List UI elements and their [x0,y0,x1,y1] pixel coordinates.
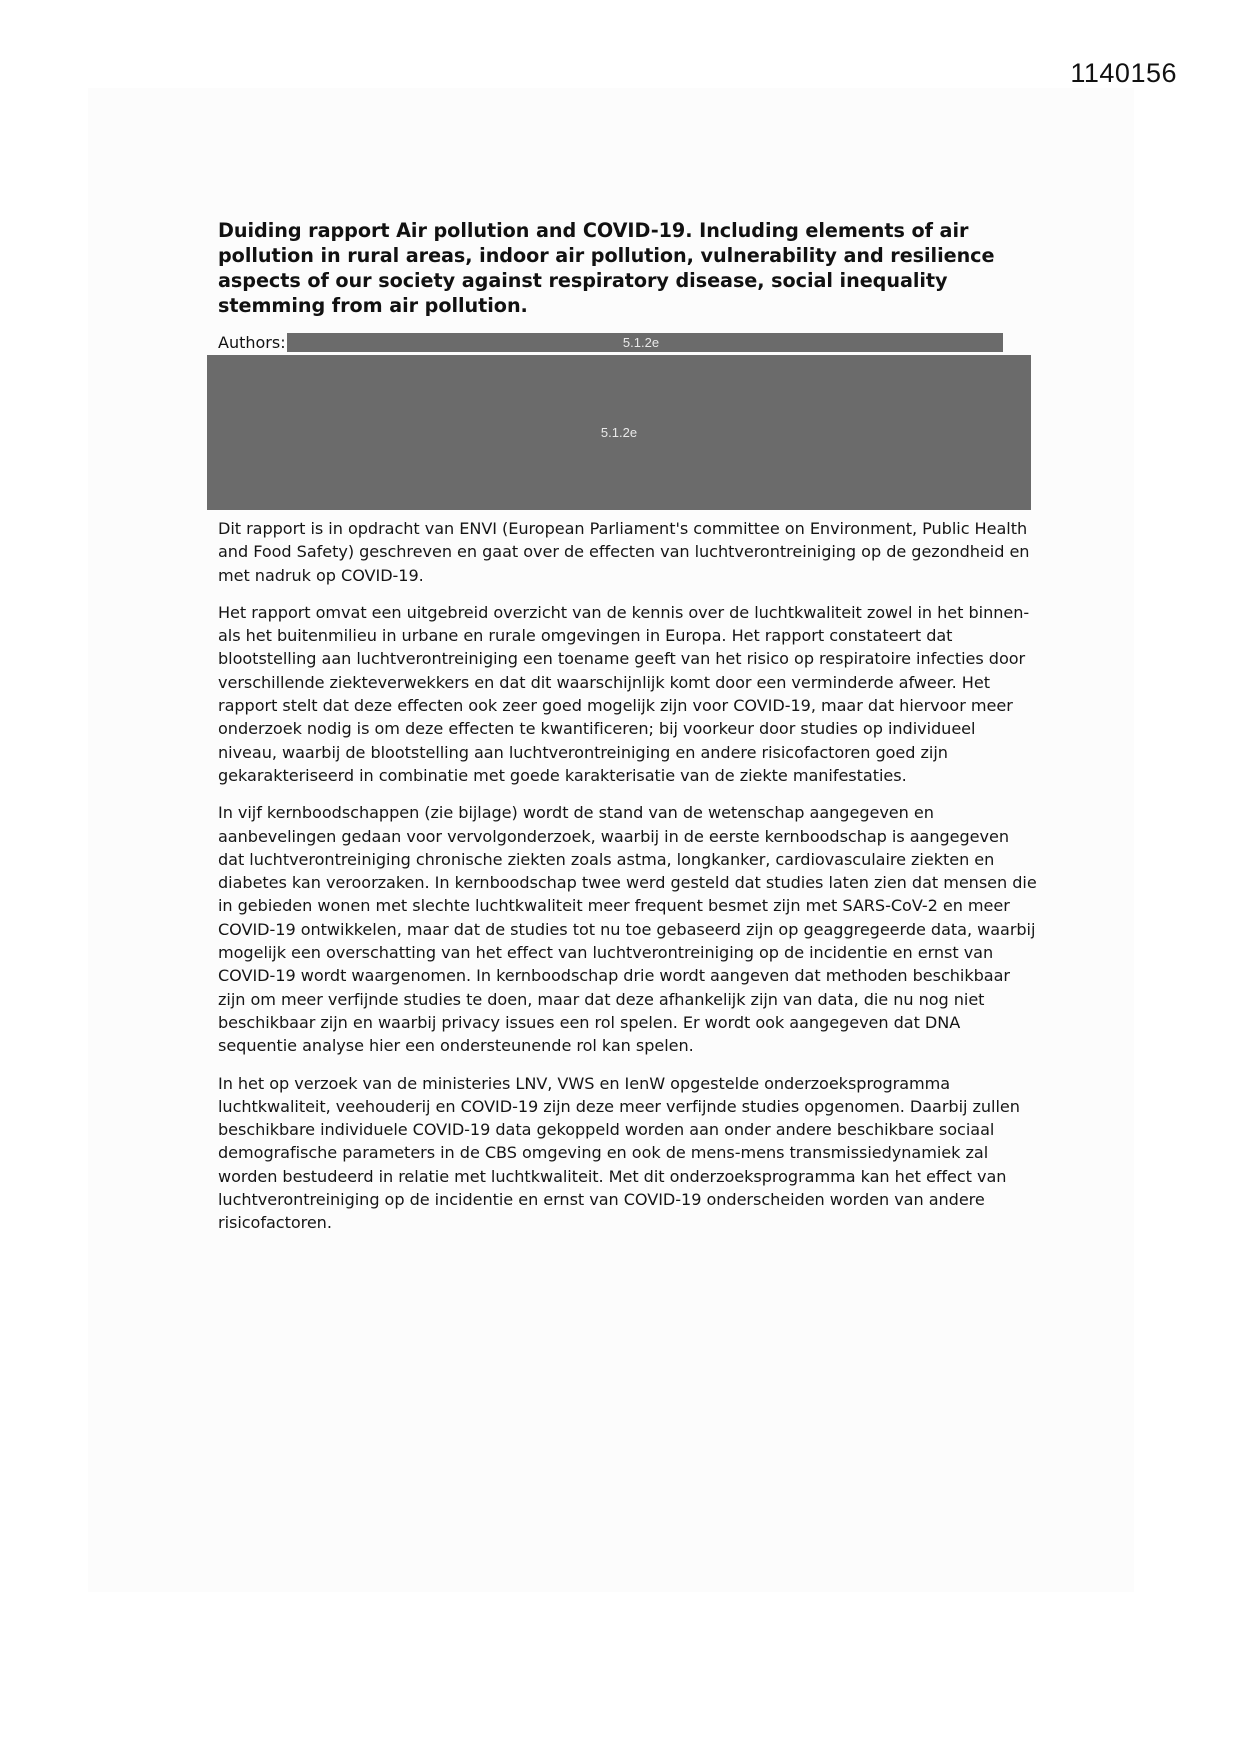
document-title: Duiding rapport Air pollution and COVID-19. Including elements of air pollution in rural areas, indoor air pollution, vulnerability and resilience aspects of our society against respiratory disease, social inequality stemming from air pollution. [218,219,995,317]
redaction-code: 5.1.2e [622,335,660,350]
redaction-block [207,355,1031,510]
redaction-code: 5.1.2e [600,425,638,440]
paragraph-report-summary: Het rapport omvat een uitgebreid overzicht van de kennis over de luchtkwaliteit zowel in het binnen- als het buitenmilieu in urbane en rurale omgevingen in Europa. Het rapport constateert dat blootstelling aan luchtverontreiniging een toename geeft van het risico op respiratoire infecties door verschillende ziekteverwekkers en dat dit waarschijnlijk komt door een verminderde afweer. Het rapport stelt dat deze effecten ook zeer goed mogelijk zijn voor COVID-19, maar dat hiervoor meer onderzoek nodig is om deze effecten te kwantificeren; bij voorkeur door studies op individueel niveau, waarbij de blootstelling aan luchtverontreiniging en andere risicofactoren goed zijn gekarakteriseerd in combinatie met goede karakterisatie van de ziekte manifestaties. [218,602,1030,785]
authors-row [218,333,286,353]
paragraph-key-messages: In vijf kernboodschappen (zie bijlage) wordt de stand van de wetenschap aangegeven en aanbevelingen gedaan voor vervolgonderzoek, waarbij in de eerste kernboodschap is aangegeven dat luchtverontreiniging chronische ziekten zoals astma, longkanker, cardiovasculaire ziekten en diabetes kan veroorzaken. In kernboodschap twee werd gesteld dat studies laten zien dat mensen die in gebieden wonen met slechte luchtkwaliteit meer frequent besmet zijn met SARS-CoV-2 en meer COVID-19 ontwikkelen, maar dat de studies tot nu toe gebaseerd zijn op geaggregeerde data, waarbij mogelijk een overschatting van het effect van luchtverontreiniging op de incidentie en ernst van COVID-19 wordt waargenomen. In kernboodschap drie wordt aangeven dat methoden beschikbaar zijn om meer verfijnde studies te doen, maar dat deze afhankelijk zijn van data, die nu nog niet beschikbaar zijn en waarbij privacy issues een rol spelen. Er wordt ook aangegeven dat DNA sequentie analyse hier een ondersteunende rol kan spelen. [218,803,1037,1056]
paragraph-intro: Dit rapport is in opdracht van ENVI (European Parliament's committee on Environment, Public Health and Food Safety) geschreven en gaat over de effecten van luchtverontreiniging op de gezondheid en met nadruk op COVID-19. [218,519,1030,585]
document-body [218,517,1038,1249]
title-section [218,218,1038,318]
document-number: 1140156 [1070,58,1177,88]
authors-label: Authors: [218,333,286,352]
authors-redaction-bar [287,333,1003,352]
paragraph-research-programme: In het op verzoek van de ministeries LNV, VWS en IenW opgestelde onderzoeksprogramma luchtkwaliteit, veehouderij en COVID-19 zijn deze meer verfijnde studies opgenomen. Daarbij zullen beschikbare individuele COVID-19 data gekoppeld worden aan onder andere beschikbare sociaal demografische parameters in de CBS omgeving en ook de mens-mens transmissiedynamiek zal worden bestudeerd in relatie met luchtkwaliteit. Met dit onderzoeksprogramma kan het effect van luchtverontreiniging op de incidentie en ernst van COVID-19 onderscheiden worden van andere risicofactoren. [218,1073,1020,1233]
